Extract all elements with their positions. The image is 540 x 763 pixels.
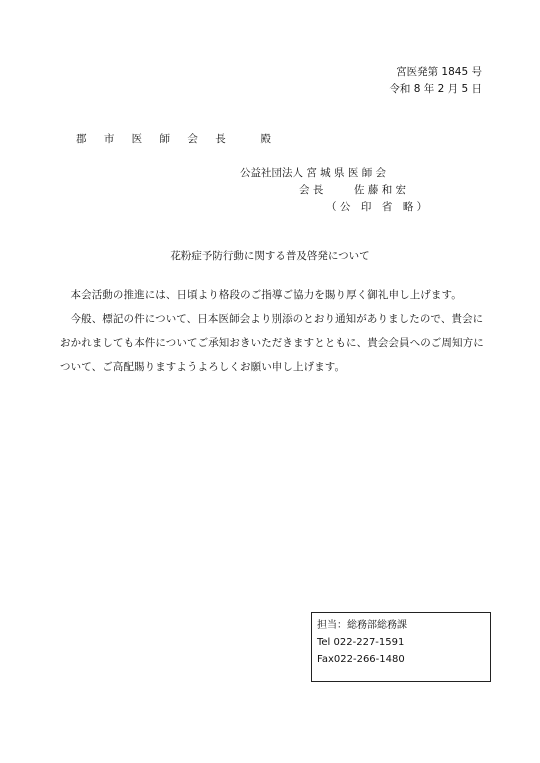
sender-organization: 公益社団法人 宮 城 県 医 師 会 <box>240 167 387 179</box>
reference-date: 令和 8 年 2 月 5 日 <box>389 83 482 95</box>
sender-title: 会 長 <box>299 184 324 196</box>
letter-body <box>60 283 492 379</box>
contact-tel: Tel 022-227-1591 <box>317 637 405 648</box>
reference-number: 宮医発第 1845 号 <box>396 66 482 78</box>
sender-block <box>240 165 427 216</box>
sender-name: 佐 藤 和 宏 <box>354 184 407 196</box>
contact-box <box>311 612 491 682</box>
document-reference <box>389 64 482 98</box>
contact-fax: Fax022-266-1480 <box>317 654 405 665</box>
subject-line: 花粉症予防行動に関する普及啓発について <box>170 250 370 262</box>
contact-department: 担当：総務部総務課 <box>317 620 407 631</box>
seal-note: （ 公 印 省 略 ） <box>326 201 428 213</box>
addressee: 郡 市 医 師 会 長 殿 <box>76 133 279 145</box>
sender-title-line <box>240 182 427 199</box>
body-paragraph: 本会活動の推進には、日頃より格段のご指導ご協力を賜り厚く御礼申し上げます。 <box>70 289 462 301</box>
body-paragraph: 今般、標記の件について、日本医師会より別添のとおり通知がありましたので、貴会におかれましても本件についてご承知おきいただきますとともに、貴会会員へのご周知方について、ご高配賜りますようよろしくお願い申し上げます。 <box>60 313 484 373</box>
